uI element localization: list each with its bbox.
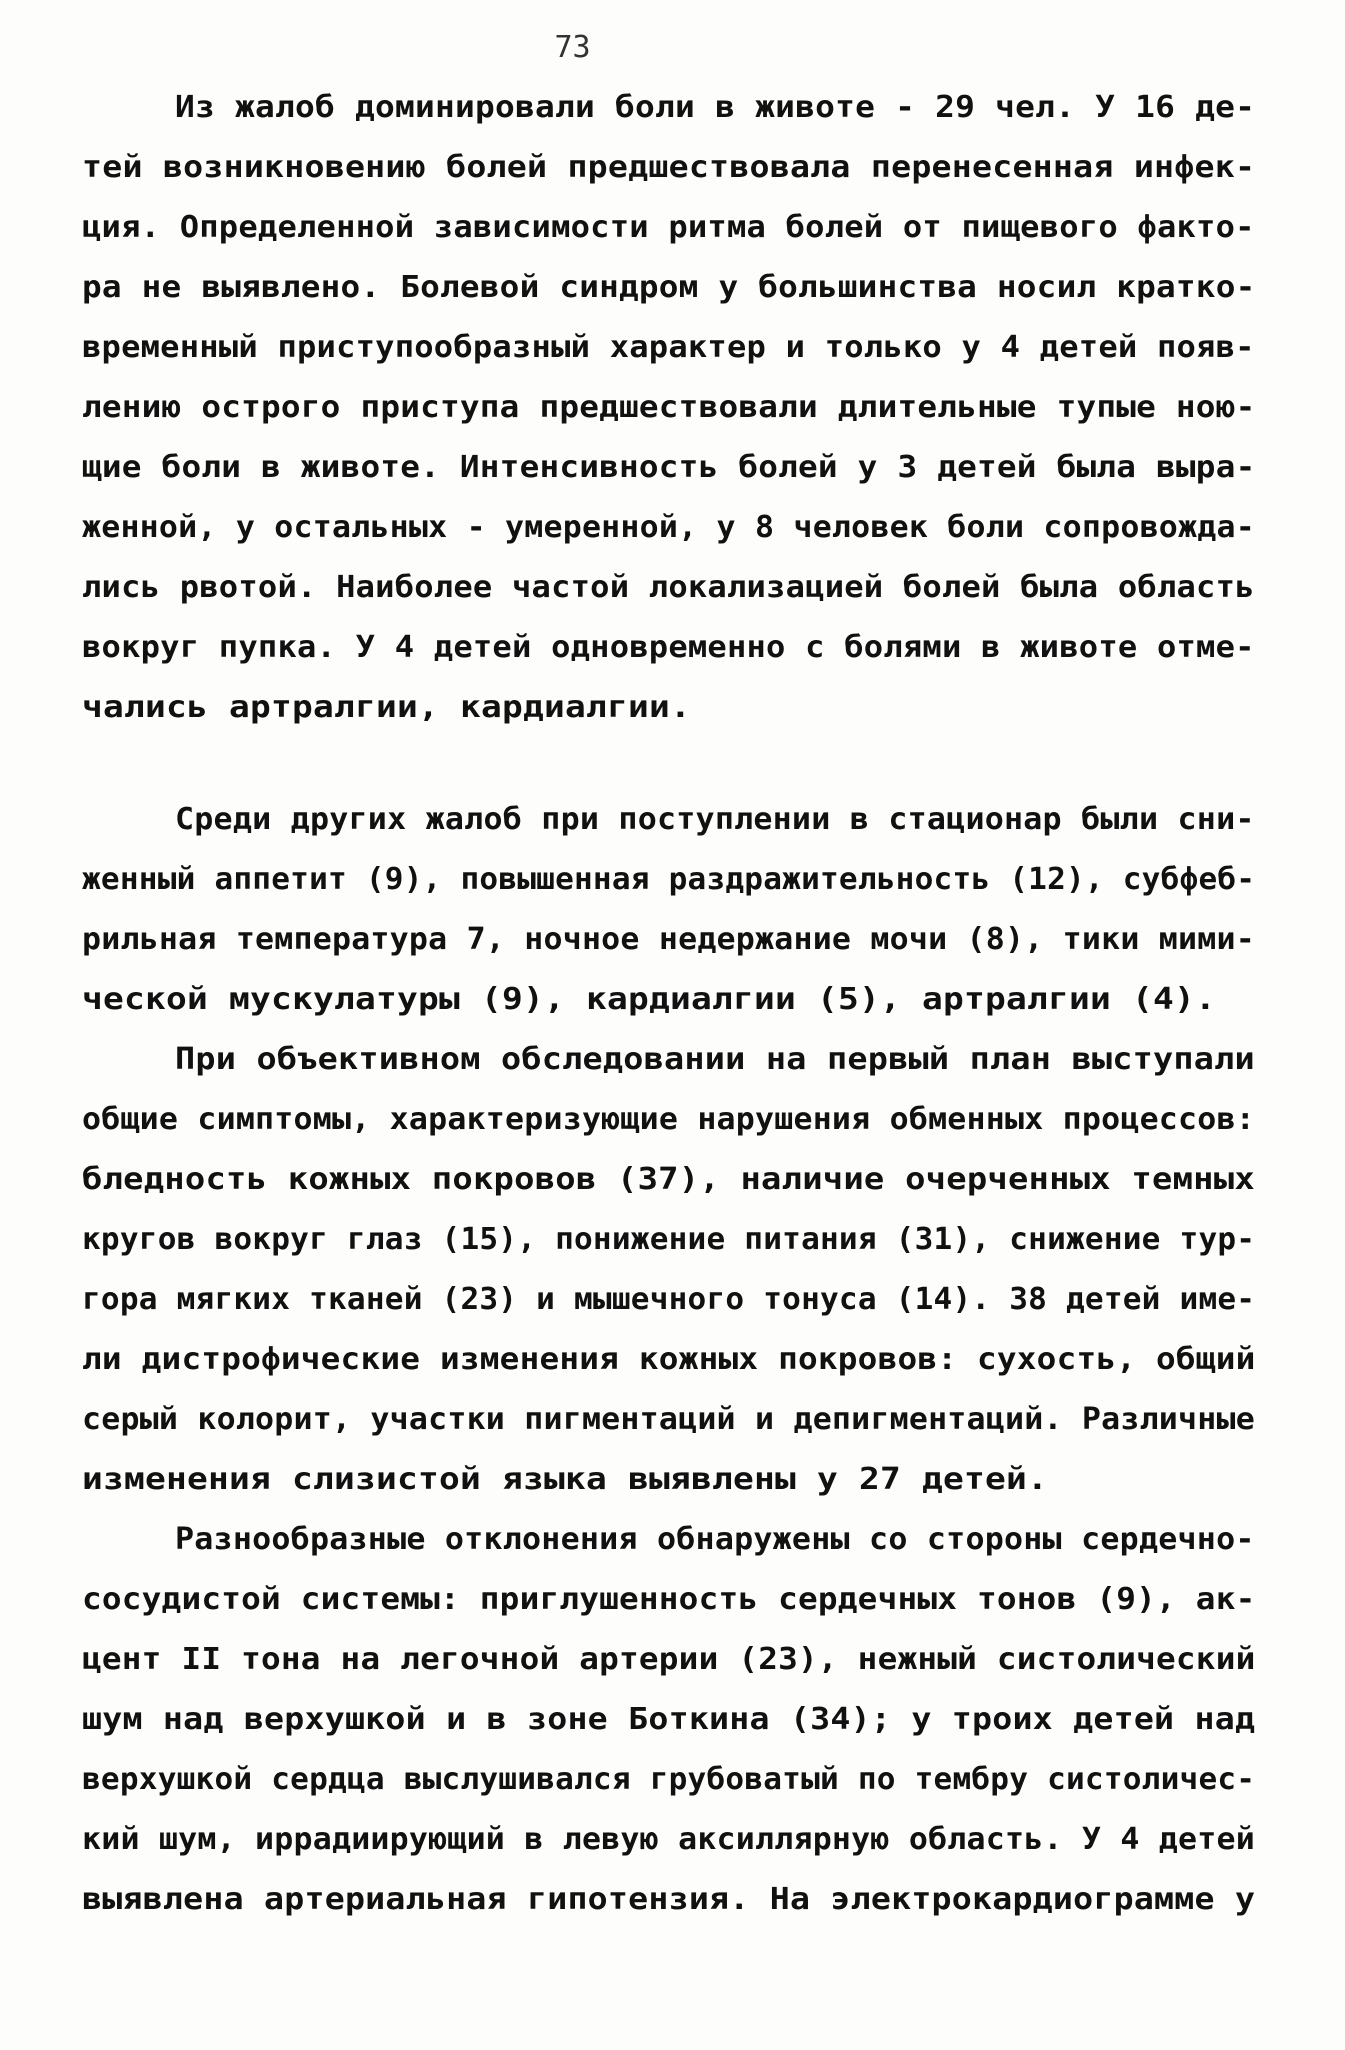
text-line: лению острого приступа предшествовали длительные тупые ною- bbox=[82, 390, 1256, 425]
text-line: ческой мускулатуры (9), кардиалгии (5), артралгии (4). bbox=[82, 982, 1217, 1017]
text-line: Разнообразные отклонения обнаружены со стороны сердечно- bbox=[175, 1522, 1255, 1557]
text-line: рильная температура 7, ночное недержание мочи (8), тики мими- bbox=[82, 922, 1255, 957]
text-line: ли дистрофические изменения кожных покровов: сухость, общий bbox=[82, 1342, 1256, 1377]
text-line: вокруг пупка. У 4 детей одновременно с болями в животе отме- bbox=[82, 630, 1255, 665]
text-line: верхушкой сердца выслушивался грубоватый по тембру систоличес- bbox=[82, 1762, 1256, 1797]
text-line: кругов вокруг глаз (15), понижение питания (31), снижение тур- bbox=[82, 1222, 1256, 1257]
text-line: общие симптомы, характеризующие нарушения обменных процессов: bbox=[82, 1102, 1255, 1137]
text-line: щие боли в животе. Интенсивность болей у 3 детей была выра- bbox=[82, 450, 1256, 485]
text-line: кий шум, иррадиирующий в левую аксиллярную область. У 4 детей bbox=[82, 1822, 1255, 1857]
text-line: цент II тона на легочной артерии (23), нежный систолический bbox=[82, 1642, 1256, 1677]
text-line: выявлена артериальная гипотензия. На электрокардиограмме у bbox=[82, 1882, 1256, 1917]
text-line: временный приступообразный характер и только у 4 детей появ- bbox=[82, 330, 1255, 365]
text-line: сосудистой системы: приглушенность сердечных тонов (9), ак- bbox=[82, 1582, 1256, 1617]
page-number: 73 bbox=[554, 30, 591, 65]
text-line: При объективном обследовании на первый план выступали bbox=[175, 1042, 1255, 1077]
text-line: бледность кожных покровов (37), наличие очерченных темных bbox=[82, 1162, 1255, 1197]
text-line: женной, у остальных - умеренной, у 8 человек боли сопровожда- bbox=[82, 510, 1255, 545]
text-line: женный аппетит (9), повышенная раздражительность (12), субфеб- bbox=[82, 862, 1256, 897]
text-line: Из жалоб доминировали боли в животе - 29 чел. У 16 де- bbox=[175, 90, 1256, 125]
text-line: ра не выявлено. Болевой синдром у большинства носил кратко- bbox=[82, 270, 1256, 305]
text-line: Среди других жалоб при поступлении в стационар были сни- bbox=[175, 802, 1255, 837]
text-line: шум над верхушкой и в зоне Боткина (34); у троих детей над bbox=[82, 1702, 1256, 1737]
text-line: изменения слизистой языка выявлены у 27 детей. bbox=[82, 1462, 1049, 1497]
text-line: ция. Определенной зависимости ритма болей от пищевого факто- bbox=[82, 210, 1255, 245]
text-line: тей возникновению болей предшествовала перенесенная инфек- bbox=[82, 150, 1256, 185]
text-line: чались артралгии, кардиалгии. bbox=[82, 690, 692, 725]
text-line: лись рвотой. Наиболее частой локализацией болей была область bbox=[82, 570, 1255, 605]
text-line: гора мягких тканей (23) и мышечного тонуса (14). 38 детей име- bbox=[82, 1282, 1256, 1317]
text-line: серый колорит, участки пигментаций и депигментаций. Различные bbox=[82, 1402, 1255, 1437]
